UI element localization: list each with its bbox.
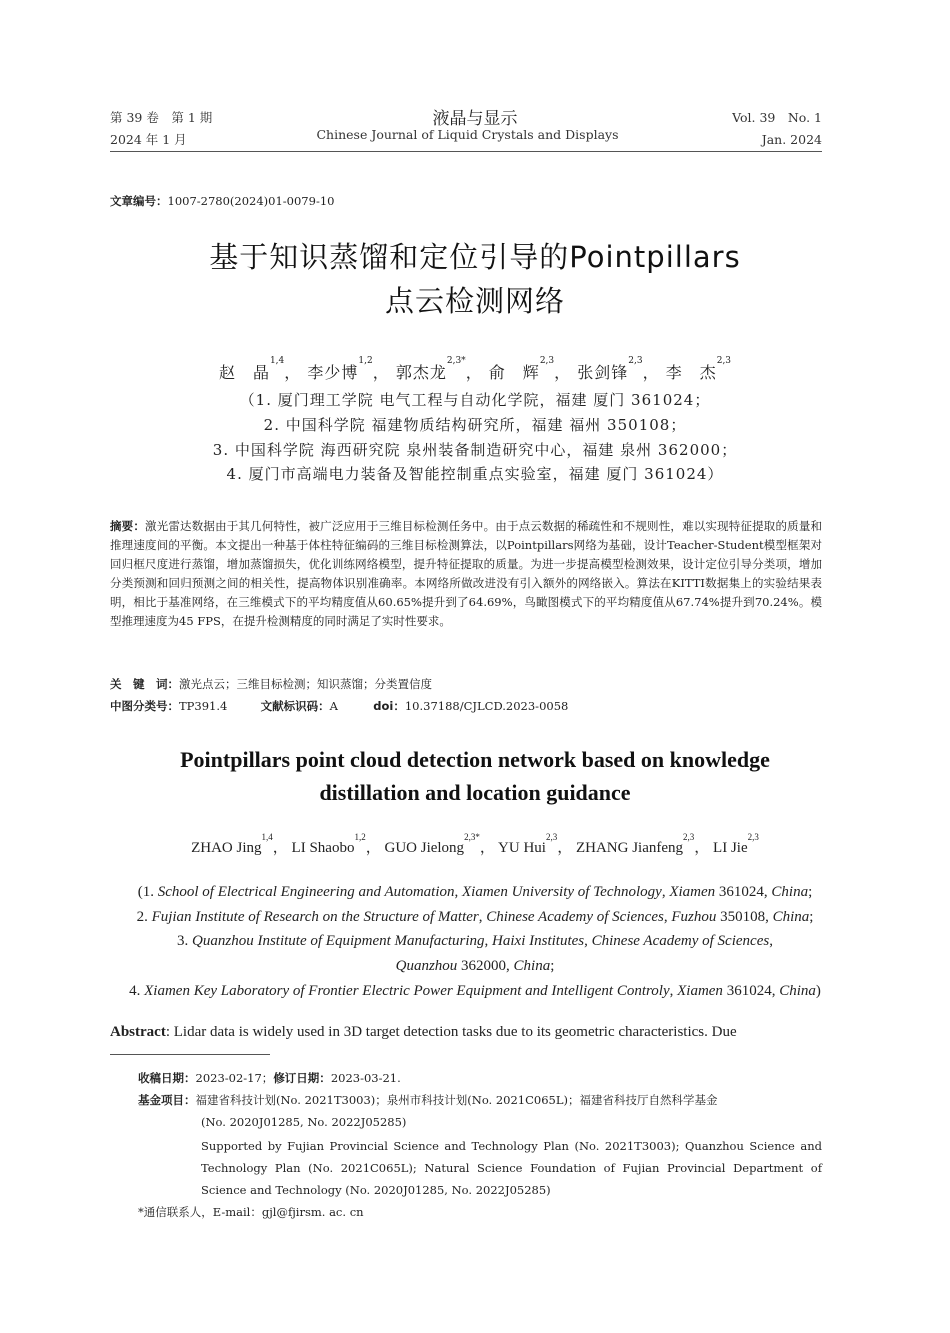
aff3-org1: Haixi Institutes (492, 933, 585, 949)
doc-code-value: A (329, 699, 338, 713)
clc-value: TP391.4 (179, 699, 228, 713)
footnote-rule (110, 1054, 270, 1055)
header-rule (110, 151, 822, 152)
author-en: GUO Jielong (384, 840, 465, 856)
doi-label: doi： (373, 699, 405, 713)
revised-value: 2023-03-21. (330, 1071, 401, 1085)
author-cn: 俞 辉 (488, 363, 540, 382)
fund-line1 (138, 1089, 718, 1111)
author-sep: ， (465, 363, 483, 382)
article-number-label: 文章编号： (110, 194, 168, 208)
aff4-code: 361024 (726, 983, 772, 999)
fund-label: 基金项目： (138, 1093, 196, 1107)
author-sup: 2,3 (539, 356, 555, 366)
author-sup: 2,3* (446, 356, 466, 366)
affiliation-en-2: 2. Fujian Institute of Research on the Structure of Matter, Chinese Academy of Sciences, Fuzhou 350108, China; (136, 909, 814, 925)
volume-issue-cn: 第 39 卷 第 1 期 (110, 110, 213, 125)
clc-label: 中图分类号： (110, 699, 179, 713)
author-en: YU Hui (498, 840, 546, 856)
affiliation-en-4: 4. Xiamen Key Laboratory of Frontier Electric Power Equipment and Intelligent Controly, Xiamen 361024, China) (129, 983, 821, 999)
author-sep: ， (372, 363, 390, 382)
author-cn: 赵 晶 (218, 363, 270, 382)
article-number (110, 193, 334, 209)
revised-label: 修订日期： (273, 1071, 331, 1085)
author-sup: 1,2 (354, 832, 366, 842)
authors-en (0, 832, 950, 857)
aff3-org2: Chinese Academy of Sciences (591, 933, 770, 949)
fund-text-cn2: (No. 2020J01285, No. 2022J05285) (201, 1115, 407, 1129)
aff2-institute: Fujian Institute of Research on the Structure of Matter (151, 909, 479, 925)
author-sep: ， (554, 363, 572, 382)
journal-name-en: Chinese Journal of Liquid Crystals and Displays (316, 127, 619, 142)
aff1-school: School of Electrical Engineering and Automation (157, 884, 455, 900)
corresponding-author: *通信联系人，E-mail：gjl@fjirsm. ac. cn (138, 1205, 364, 1219)
aff3-country: China (513, 958, 551, 974)
doi-value: 10.37188/CJLCD.2023-0058 (404, 699, 569, 713)
affiliation-en-1: (1. School of Electrical Engineering and Automation, Xiamen University of Technology, Xiamen 361024, China; (137, 884, 813, 900)
author-sep: ， (272, 840, 288, 856)
received-value: 2023-02-17； (195, 1071, 274, 1085)
aff2-org: Chinese Academy of Sciences (486, 909, 664, 925)
received-dates (138, 1067, 401, 1089)
aff2-place: Fuzhou (671, 909, 717, 925)
title-en-line1: Pointpillars point cloud detection network based on knowledge (180, 747, 770, 772)
author-sep: ， (694, 840, 710, 856)
affiliation-en-3b: Quanzhou 362000, China; (395, 958, 555, 974)
author-cn: 郭杰龙 (395, 363, 447, 382)
abstract-en: Abstract: Lidar data is widely used in 3D target detection tasks due to its geometric characteristics. Due (110, 1024, 737, 1040)
aff4-lab: Xiamen Key Laboratory of Frontier Electric Power Equipment and Intelligent Controly (144, 983, 670, 999)
affiliation-cn-1: （1. 厦门理工学院 电气工程与自动化学院，福建 厦门 361024； (239, 391, 711, 409)
classification-line (110, 698, 568, 714)
author-sup: 2,3* (464, 832, 480, 842)
author-cn: 李 杰 (665, 363, 717, 382)
author-en: ZHAO Jing (191, 840, 262, 856)
volume-issue-en: Vol. 39 No. 1 (732, 110, 822, 125)
author-sup: 2,3 (716, 356, 732, 366)
affiliation-cn-4: 4. 厦门市高端电力装备及智能控制重点实验室，福建 厦门 361024） (226, 465, 724, 483)
author-sep: ， (479, 840, 495, 856)
affiliation-cn-2: 2. 中国科学院 福建物质结构研究所，福建 福州 350108； (263, 416, 687, 434)
title-en-line2: distillation and location guidance (319, 780, 631, 805)
aff1-university: Xiamen University of Technology (462, 884, 662, 900)
author-en: ZHANG Jianfeng (575, 840, 684, 856)
author-sep: ， (365, 840, 381, 856)
abstract-cn (110, 517, 822, 631)
aff1-country: China (771, 884, 809, 900)
doc-code-label: 文献标识码： (260, 699, 330, 713)
aff2-code: 350108 (720, 909, 766, 925)
author-sep: ， (642, 363, 660, 382)
abstract-en-text: Lidar data is widely used in 3D target detection tasks due to its geometric characteristics. Due (173, 1024, 737, 1040)
abstract-cn-text: 激光雷达数据由于其几何特性，被广泛应用于三维目标检测任务中。由于点云数据的稀疏性和不规则性，难以实现特征提取的质量和推理速度间的平衡。本文提出一种基于体柱特征编码的三维目标检测算法，以Pointpillars网络为基础，设计Teacher-Student模型框架对回归框尺度进行蒸馏，增加蒸馏损失，优化训练网络模型，提升特征提取的质量。为进一步提高模型检测效果，设计定位引导分类项，增加分类预测和回归预测之间的相关性，提高物体识别准确率。本网络所做改进没有引入额外的网络嵌入。算法在KITTI数据集上的实验结果表明，相比于基准网络，在三维模式下的平均精度值从60.65%提升到了64.69%，鸟瞰图模式下的平均精度值从67.74%提升到70.24%。模型推理速度为45 FPS，在提升检测精度的同时满足了实时性要求。 (110, 519, 822, 628)
fund-text-en2: Technology Plan (No. 2021C065L); Natural Science Foundation of Fujian Provincial Department of (201, 1161, 822, 1175)
author-sup: 2,3 (628, 356, 643, 366)
aff3-code: 362000 (461, 958, 507, 974)
author-cn: 张剑锋 (577, 363, 629, 382)
keywords-cn (110, 676, 432, 692)
keywords-cn-text: 激光点云；三维目标检测；知识蒸馏；分类置信度 (179, 677, 432, 691)
date-cn: 2024 年 1 月 (110, 132, 187, 147)
affiliation-en-3: 3. Quanzhou Institute of Equipment Manufacturing, Haixi Institutes, Chinese Academy of Sciences, (177, 933, 773, 949)
author-sup: 1,4 (269, 356, 285, 366)
keywords-cn-label: 关 键 词： (110, 677, 179, 691)
aff3-institute: Quanzhou Institute of Equipment Manufacturing (192, 933, 485, 949)
fund-text-cn1: 福建省科技计划(No. 2021T3003)；泉州市科技计划(No. 2021C065L)；福建省科技厅自然科学基金 (195, 1093, 718, 1107)
affiliation-cn-3: 3. 中国科学院 海西研究院 泉州装备制造研究中心，福建 泉州 362000； (212, 441, 738, 459)
authors-cn (0, 356, 950, 383)
author-sup: 1,2 (358, 356, 373, 366)
author-sup: 2,3 (683, 832, 695, 842)
title-cn-line2: 点云检测网络 (384, 284, 565, 318)
author-sep: ， (557, 840, 573, 856)
aff2-country: China (772, 909, 810, 925)
author-sup: 1,4 (261, 832, 273, 842)
abstract-en-label: Abstract (110, 1024, 166, 1040)
date-en: Jan. 2024 (761, 132, 822, 147)
author-sup: 2,3 (545, 832, 558, 842)
author-en: LI Shaobo (291, 840, 355, 856)
fund-text-en3: Science and Technology (No. 2020J01285, No. 2022J05285) (201, 1183, 551, 1197)
author-sep: ， (284, 363, 302, 382)
aff1-code: 361024 (718, 884, 764, 900)
article-number-value: 1007-2780(2024)01-0079-10 (167, 194, 335, 208)
aff4-place: Xiamen (677, 983, 723, 999)
fund-text-en1: Supported by Fujian Provincial Science and Technology Plan (No. 2021T3003); Quanzhou Science and (201, 1139, 822, 1153)
journal-name-cn: 液晶与显示 (432, 109, 518, 129)
aff1-place: Xiamen (669, 884, 716, 900)
author-sup: 2,3 (747, 832, 759, 842)
aff4-country: China (779, 983, 816, 999)
author-cn: 李少博 (307, 363, 359, 382)
abstract-cn-label: 摘要： (110, 519, 146, 533)
author-en: LI Jie (713, 840, 748, 856)
title-cn-line1: 基于知识蒸馏和定位引导的Pointpillars (209, 240, 741, 274)
aff3-place: Quanzhou (395, 958, 458, 974)
received-label: 收稿日期： (138, 1071, 196, 1085)
